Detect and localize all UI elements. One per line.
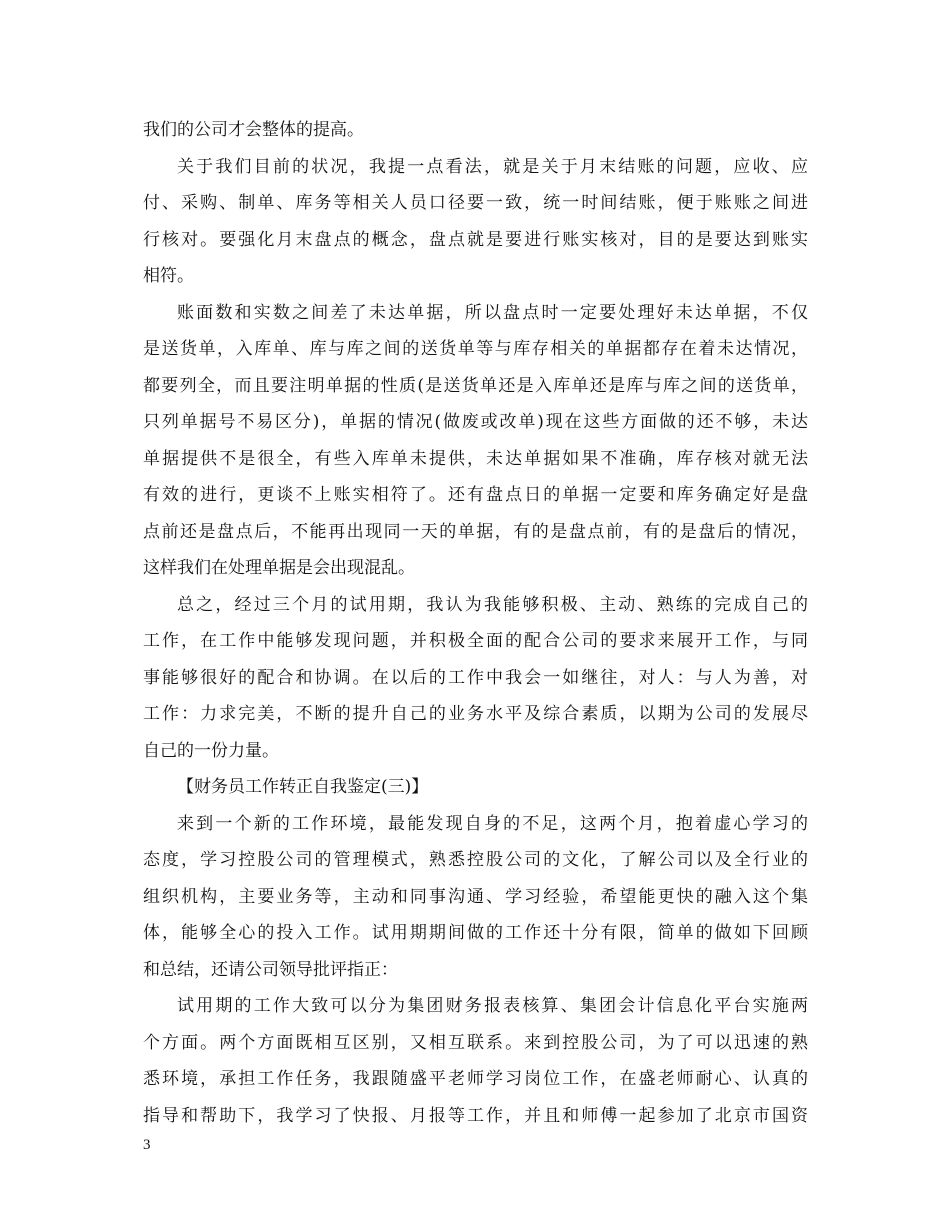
text-line: 是送货单，入库单、库与库之间的送货单等与库存相关的单据都存在着未达情况，: [143, 339, 808, 359]
text-line: 关于我们目前的状况，我提一点看法，就是关于月末结账的问题，应收、应: [177, 156, 808, 177]
page-number: 3: [143, 1137, 151, 1153]
text-line: 只列单据号不易区分)，单据的情况(做废或改单)现在这些方面做的还不够，未达: [143, 412, 808, 432]
text-line: 有效的进行，更谈不上账实相符了。还有盘点日的单据一定要和库务确定好是盘: [143, 485, 808, 505]
text-line: 相符。: [143, 266, 194, 286]
text-line: 行核对。要强化月末盘点的概念，盘点就是要进行账实核对，目的是要达到账实: [143, 229, 808, 250]
text-line: 指导和帮助下，我学习了快报、月报等工作，并且和师傅一起参加了北京市国资: [143, 1105, 808, 1126]
text-line: 来到一个新的工作环境，最能发现自身的不足，这两个月，抱着虚心学习的: [177, 813, 808, 834]
text-line: 我们的公司才会整体的提高。: [143, 120, 364, 140]
text-line: 点前还是盘点后，不能再出现同一天的单据，有的是盘点前，有的是盘后的情况，: [143, 521, 808, 542]
section-heading: 【财务员工作转正自我鉴定(三)】: [177, 777, 429, 797]
document-body: [143, 112, 808, 1134]
text-line: 态度，学习控股公司的管理模式，熟悉控股公司的文化，了解公司以及全行业的: [143, 850, 808, 870]
text-line: 单据提供不是很全，有些入库单未提供，未达单据如果不准确，库存核对就无法: [143, 448, 808, 469]
text-line: 体，能够全心的投入工作。试用期期间做的工作还十分有限，简单的做如下回顾: [143, 923, 808, 943]
text-line: 试用期的工作大致可以分为集团财务报表核算、集团会计信息化平台实施两: [177, 996, 808, 1016]
text-line: 付、采购、制单、库务等相关人员口径要一致，统一时间结账，便于账账之间进: [143, 193, 808, 213]
text-line: 这样我们在处理单据是会出现混乱。: [143, 558, 415, 578]
text-line: 总之，经过三个月的试用期，我认为我能够积极、主动、熟练的完成自己的: [177, 594, 808, 615]
text-line: 悉环境，承担工作任务，我跟随盛平老师学习岗位工作，在盛老师耐心、认真的: [143, 1069, 808, 1089]
text-line: 工作，在工作中能够发现问题，并积极全面的配合公司的要求来展开工作，与同: [143, 631, 808, 651]
text-line: 和总结，还请公司领导批评指正：: [143, 959, 398, 980]
text-line: 事能够很好的配合和协调。在以后的工作中我会一如继往，对人：与人为善，对: [143, 667, 808, 688]
text-line: 个方面。两个方面既相互区别，又相互联系。来到控股公司，为了可以迅速的熟: [143, 1032, 808, 1053]
text-line: 组织机构，主要业务等，主动和同事沟通、学习经验，希望能更快的融入这个集: [143, 886, 808, 907]
text-line: 账面数和实数之间差了未达单据，所以盘点时一定要处理好未达单据，不仅: [177, 302, 808, 323]
text-line: 都要列全，而且要注明单据的性质(是送货单还是入库单还是库与库之间的送货单，: [143, 375, 808, 396]
text-line: 工作：力求完美，不断的提升自己的业务水平及综合素质，以期为公司的发展尽: [143, 704, 808, 724]
text-line: 自己的一份力量。: [143, 740, 279, 761]
